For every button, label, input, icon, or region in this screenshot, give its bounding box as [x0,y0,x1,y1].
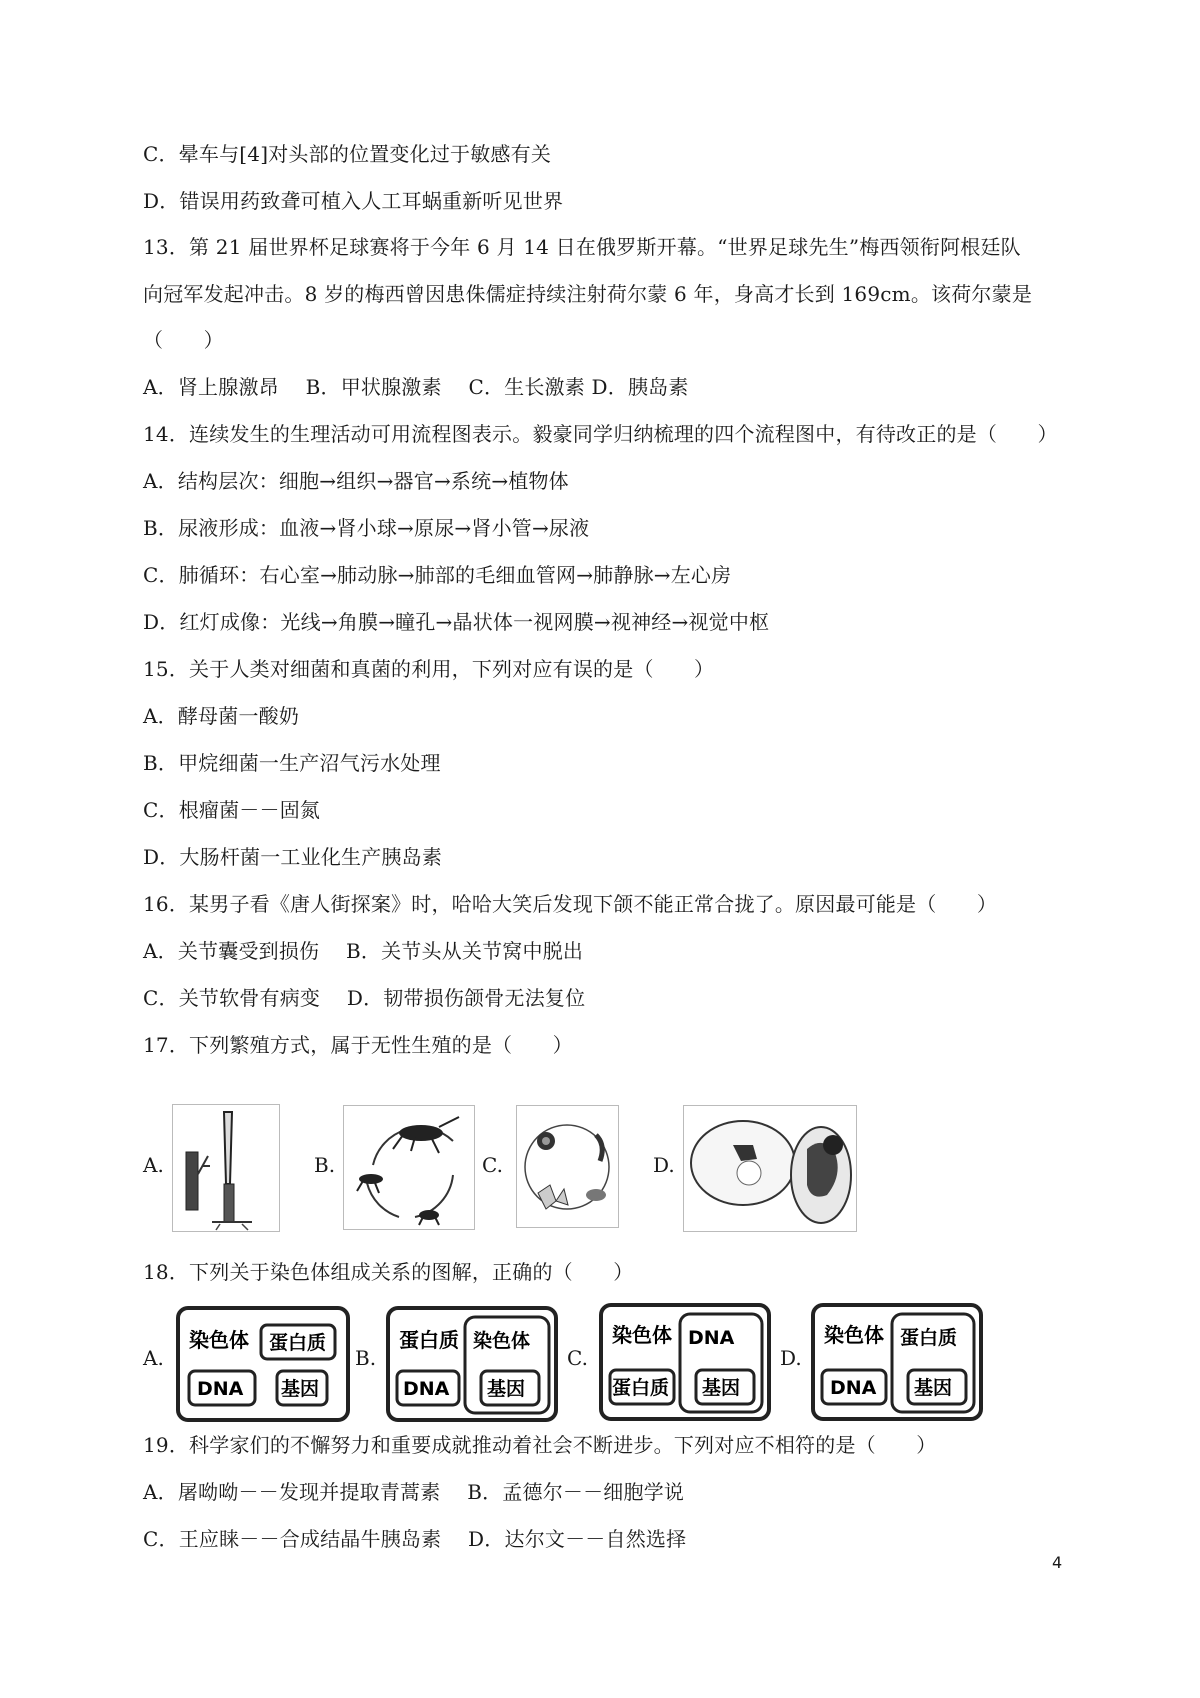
diagram-b-gene: 基因 [487,1378,526,1400]
question-17-text: 17．下列繁殖方式，属于无性生殖的是（ ） [143,1033,573,1057]
diagram-c-inner-label: DNA [688,1327,735,1349]
question-14-option-d: D．红灯成像：光线→角膜→瞳孔→晶状体一视网膜→视神经→视觉中枢 [143,610,770,634]
diagram-a-outer-label: 染色体 [189,1328,249,1352]
diagram-d-inner-label: 蛋白质 [900,1327,958,1349]
egg-development-image [683,1105,857,1232]
option-c-line: C．晕车与[4]对头部的位置变化过于敏感有关 [143,142,552,166]
question-15-option-c: C．根瘤菌－－固氮 [143,798,321,822]
question-16-options-ab: A．关节囊受到损伤 B．关节头从关节窝中脱出 [143,939,584,963]
diagram-a-inner-label: 蛋白质 [269,1332,327,1354]
question-16-text: 16．某男子看《唐人街探案》时，哈哈大笑后发现下颌不能正常合拢了。原因最可能是（ ） [143,892,998,916]
diagram-d-dna: DNA [830,1377,877,1399]
q18-label-c: C. [567,1346,588,1370]
diagram-c-outer-label: 染色体 [612,1323,672,1347]
question-18-text: 18．下列关于染色体组成关系的图解，正确的（ ） [143,1260,634,1284]
diagram-d-gene: 基因 [914,1377,953,1399]
diagram-d-outer-label: 染色体 [824,1323,884,1347]
diagram-b-outer-label: 蛋白质 [399,1328,459,1352]
diagram-b-dna: DNA [403,1378,450,1400]
q17-label-c: C. [482,1153,503,1177]
question-16-options-cd: C．关节软骨有病变 D．韧带损伤颌骨无法复位 [143,986,586,1010]
q17-label-d: D. [653,1153,675,1177]
grafting-image [172,1104,280,1232]
butterfly-life-cycle-image [516,1105,619,1228]
q17-label-a: A. [143,1153,164,1177]
question-15-option-d: D．大肠杆菌一工业化生产胰岛素 [143,845,443,869]
question-13-text: 13．第 21 届世界杯足球赛将于今年 6 月 14 日在俄罗斯开幕。“世界足球先生”梅西领衔阿根廷队 [143,235,1021,259]
question-15-option-a: A．酵母菌一酸奶 [143,704,300,728]
question-14-option-b: B．尿液形成：血液→肾小球→原尿→肾小管→尿液 [143,516,590,540]
q18-label-a: A. [143,1346,164,1370]
diagram-d [810,1302,984,1422]
page-number: 4 [1052,1553,1063,1572]
question-13-options: A．肾上腺激昂 B．甲状腺激素 C．生长激素 D．胰岛素 [143,375,689,399]
grasshopper-life-cycle-image [343,1105,475,1230]
question-19-text: 19．科学家们的不懈努力和重要成就推动着社会不断进步。下列对应不相符的是（ ） [143,1433,937,1457]
question-14-text: 14．连续发生的生理活动可用流程图表示。毅豪同学归纳梳理的四个流程图中，有待改正的是（ ） [143,422,1058,446]
diagram-a-gene: 基因 [281,1378,320,1400]
question-15-option-b: B．甲烷细菌一生产沼气污水处理 [143,751,441,775]
option-d-line: D．错误用药致聋可植入人工耳蜗重新听见世界 [143,189,564,213]
q17-label-b: B. [314,1153,336,1177]
diagram-b [385,1305,559,1423]
question-19-options-cd: C．王应睐－－合成结晶牛胰岛素 D．达尔文－－自然选择 [143,1527,687,1551]
question-14-option-c: C．肺循环：右心室→肺动脉→肺部的毛细血管网→肺静脉→左心房 [143,563,732,587]
question-19-options-ab: A．屠呦呦－－发现并提取青蒿素 B．孟德尔－－细胞学说 [143,1480,685,1504]
diagram-a [175,1305,351,1423]
diagram-c-protein: 蛋白质 [612,1377,670,1399]
diagram-c [598,1302,772,1422]
q18-label-b: B. [355,1346,377,1370]
diagram-c-gene: 基因 [702,1377,741,1399]
diagram-b-inner-label: 染色体 [473,1330,531,1352]
question-15-text: 15．关于人类对细菌和真菌的利用，下列对应有误的是（ ） [143,657,715,681]
question-13-paren: （ ） [143,328,224,352]
q18-label-d: D. [780,1346,802,1370]
diagram-a-dna: DNA [197,1378,244,1400]
question-14-option-a: A．结构层次：细胞→组织→器官→系统→植物体 [143,469,569,493]
question-13-text-cont: 向冠军发起冲击。8 岁的梅西曾因患侏儒症持续注射荷尔蒙 6 年，身高才长到 169cm。该荷尔蒙是 [143,282,1033,306]
